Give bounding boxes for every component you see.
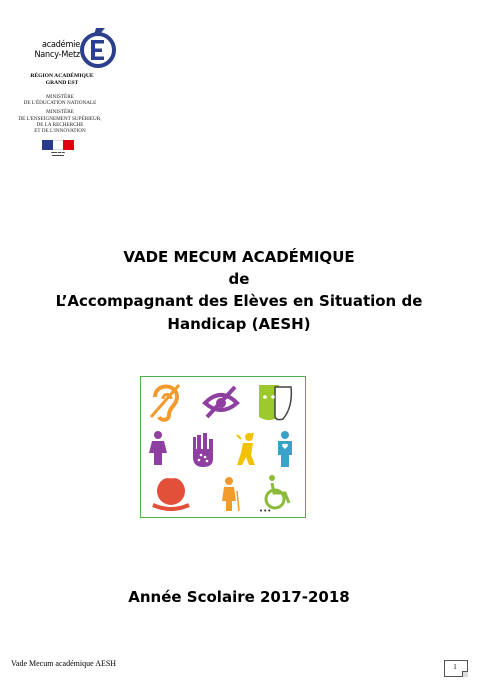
ear-crossed-icon [151, 385, 179, 420]
logo-line-nancy-metz: Nancy-Metz [34, 50, 80, 60]
page-footer-text: Vade Mecum académique AESH [11, 659, 117, 668]
academy-e-icon [79, 26, 117, 68]
ministry-block [0, 94, 120, 134]
ministry-line: MINISTÈRE [46, 109, 74, 116]
academy-logo [10, 22, 130, 72]
region-line-1: RÉGION ACADÉMIQUE [30, 73, 94, 79]
school-year: Année Scolaire 2017-2018 [128, 588, 350, 606]
region-line-2: GRAND EST [45, 79, 79, 86]
academy-logo-text [34, 40, 80, 60]
republique-francaise-logo [42, 140, 74, 160]
republic-motto-graphic: ▬▬ ▬ ▬ ▬▬▬▬ [51, 150, 65, 158]
elderly-person-icon [222, 477, 239, 511]
person-woman-icon [149, 431, 167, 465]
face-mask-icon [259, 385, 291, 420]
page-number-box [444, 660, 468, 677]
ministry-line: DE L'ÉDUCATION NATIONALE [23, 100, 97, 107]
region-label [22, 73, 102, 86]
child-broken-icon [237, 433, 255, 465]
document-title-line-2: de [228, 270, 250, 288]
ministry-line: ET DE L'INNOVATION [34, 128, 86, 135]
document-title-line-3: L’Accompagnant des Elèves en Situation de [55, 292, 423, 310]
hand-dots-icon [193, 433, 213, 467]
logo-line-academie: académie [41, 40, 80, 50]
eye-crossed-icon [205, 387, 237, 417]
ministry-line: MINISTÈRE [46, 94, 74, 100]
head-hands-icon [153, 477, 189, 509]
disability-pictograms [140, 376, 306, 518]
ministry-line: DE L'ENSEIGNEMENT SUPÉRIEUR, [18, 115, 102, 122]
svg-text:•••: ••• [259, 507, 272, 515]
ministry-line: DE LA RECHERCHE [36, 121, 84, 128]
person-heart-icon [278, 431, 292, 467]
french-flag-icon [42, 140, 74, 150]
header-logo-block [10, 22, 130, 72]
document-title-line-4: Handicap (AESH) [167, 315, 311, 333]
wheelchair-icon [259, 475, 289, 515]
document-title-line-1: VADE MECUM ACADÉMIQUE [123, 248, 355, 266]
page-number: 1 [453, 663, 457, 671]
